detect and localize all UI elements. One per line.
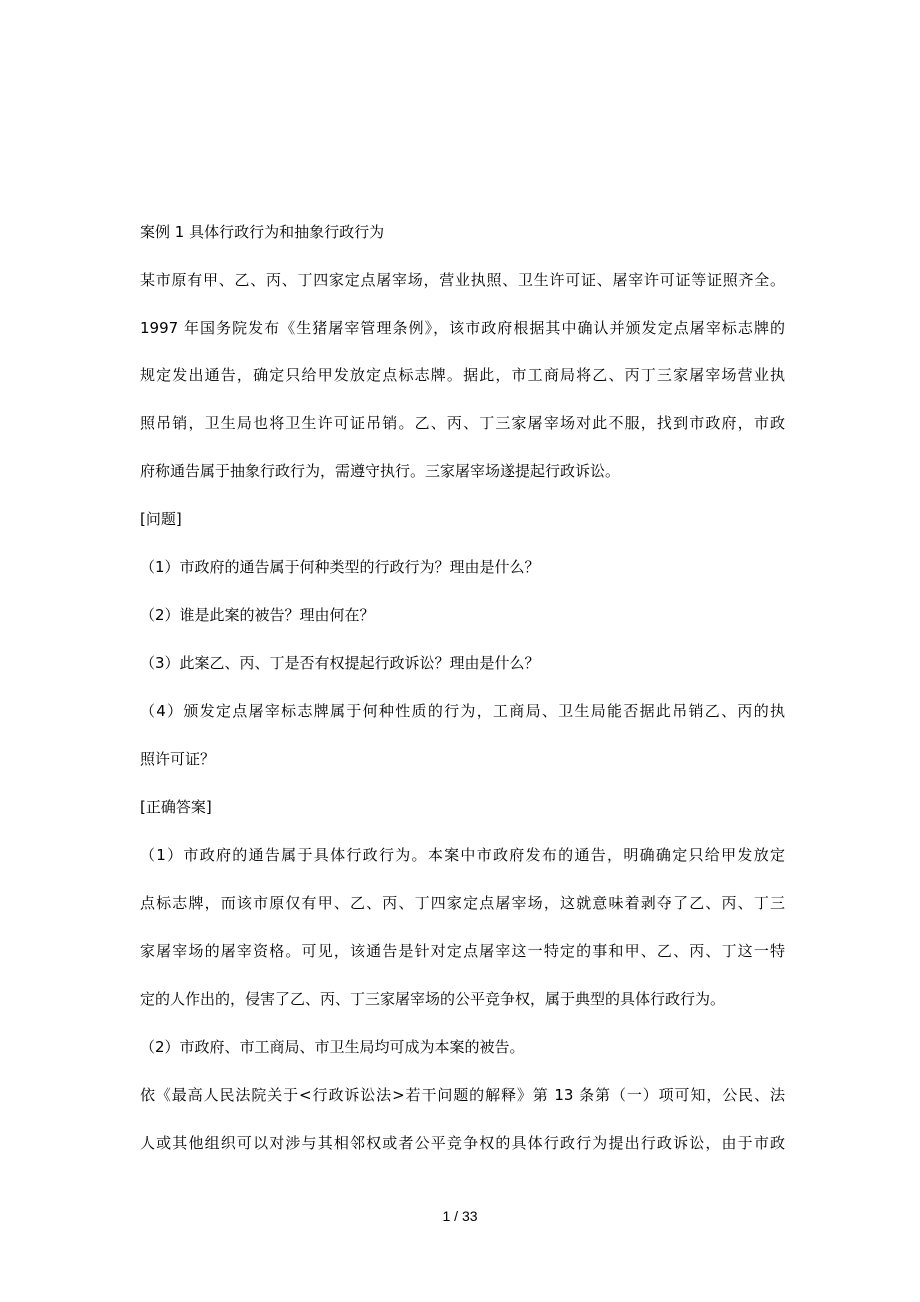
paragraph-line: 某市原有甲、乙、丙、丁四家定点屠宰场，营业执照、卫生许可证、屠宰许可证等证照齐全。 bbox=[140, 271, 785, 289]
question-item: （2）谁是此案的被告？理由何在？ bbox=[140, 606, 375, 624]
paragraph-line: 1997 年国务院发布《生猪屠宰管理条例》，该市政府根据其中确认并颁发定点屠宰标志牌的 bbox=[140, 319, 785, 337]
paragraph-line: 规定发出通告，确定只给甲发放定点标志牌。据此，市工商局将乙、丙丁三家屠宰场营业执 bbox=[140, 366, 785, 384]
question-item: （1）市政府的通告属于何种类型的行政行为？理由是什么？ bbox=[140, 558, 540, 576]
question-item: （4）颁发定点屠宰标志牌属于何种性质的行为，工商局、卫生局能否据此吊销乙、丙的执 bbox=[140, 702, 785, 720]
answer-line: （2）市政府、市工商局、市卫生局均可成为本案的被告。 bbox=[140, 1038, 525, 1056]
answer-line: （1）市政府的通告属于具体行政行为。本案中市政府发布的通告，明确确定只给甲发放定 bbox=[140, 846, 785, 864]
question-item-continued: 照许可证？ bbox=[140, 750, 216, 768]
case-title: 案例 1 具体行政行为和抽象行政行为 bbox=[140, 223, 385, 241]
answer-line: 依《最高人民法院关于<行政诉讼法>若干问题的解释》第 13 条第（一）项可知，公民、法 bbox=[140, 1086, 785, 1104]
answer-line: 定的人作出的，侵害了乙、丙、丁三家屠宰场的公平竞争权，属于典型的具体行政行为。 bbox=[140, 990, 726, 1008]
paragraph-line: 府称通告属于抽象行政行为，需遵守执行。三家屠宰场遂提起行政诉讼。 bbox=[140, 462, 621, 480]
section-heading-answers: [正确答案] bbox=[140, 798, 212, 816]
answer-line: 点标志牌，而该市原仅有甲、乙、丙、丁四家定点屠宰场，这就意味着剥夺了乙、丙、丁三 bbox=[140, 894, 785, 912]
question-item: （3）此案乙、丙、丁是否有权提起行政诉讼？理由是什么？ bbox=[140, 654, 540, 672]
answer-line: 家屠宰场的屠宰资格。可见，该通告是针对定点屠宰这一特定的事和甲、乙、丙、丁这一特 bbox=[140, 942, 785, 960]
section-heading-questions: [问题] bbox=[140, 510, 182, 528]
answer-line: 人或其他组织可以对涉与其相邻权或者公平竞争权的具体行政行为提出行政诉讼，由于市政 bbox=[140, 1134, 785, 1152]
paragraph-line: 照吊销，卫生局也将卫生许可证吊销。乙、丙、丁三家屠宰场对此不服，找到市政府，市政 bbox=[140, 414, 785, 432]
page-number: 1 / 33 bbox=[442, 1208, 478, 1224]
